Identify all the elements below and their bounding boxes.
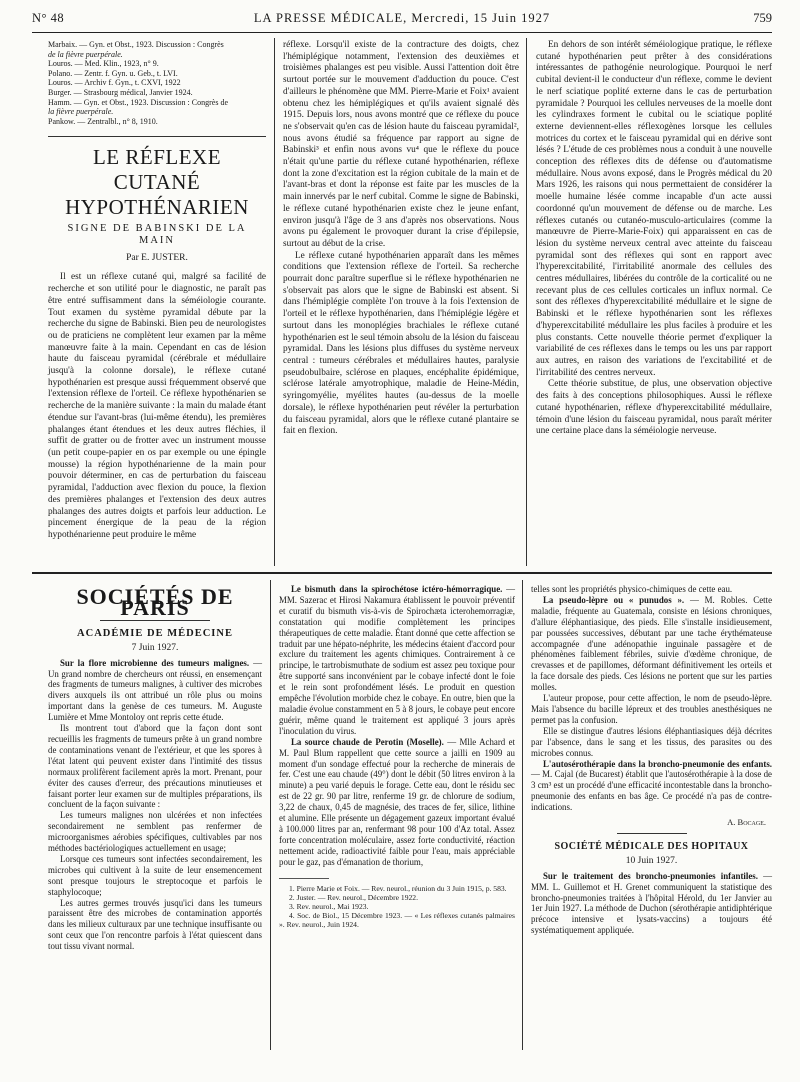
article-rule <box>48 136 266 137</box>
top-middle-column <box>283 40 519 438</box>
title-rule <box>100 620 210 621</box>
item-paragraph: Les tumeurs malignes non ulcérées et non infectées secondairement ne semblent pas renfermer de microorganismes aérobies spécifiques, cultivables par nos méthodes bactériologiques actuellement en usage; <box>48 810 262 854</box>
item-heading: La pseudo-lèpre ou « punudos ». <box>543 594 685 605</box>
reference-line: Pankow. — Zentralbl., n° 8, 1910. <box>48 116 158 126</box>
top-right-column <box>536 40 772 438</box>
column-divider <box>526 38 527 566</box>
footnote: 2. Juster. — Rev. neurol., Décembre 1922. <box>289 892 418 902</box>
item-paragraph <box>48 658 262 723</box>
reference-list <box>48 40 266 126</box>
issue-number: N° 48 <box>32 11 65 25</box>
footnote-rule <box>279 878 329 879</box>
item-paragraph: Lorsque ces tumeurs sont infectées secondairement, les microbes qui cultivent à la suite de leur ensemencement sont presque toujours le streptocoque et parfois le staphylocoque; <box>48 853 262 897</box>
signature: A. Bocage. <box>727 817 766 828</box>
item-paragraph <box>279 737 515 868</box>
reference-line: Hamm. — Gyn. et Obst., 1923. Discussion : Congrès de <box>48 97 228 107</box>
reference-line: Louros. — Archiv f. Gyn., t. CXVI, 1922 <box>48 78 181 88</box>
society-heading: SOCIÉTÉ MÉDICALE DES HOPITAUX <box>554 840 749 852</box>
article-title: LE RÉFLEXE CUTANÉ HYPOTHÉNARIEN <box>65 145 249 220</box>
academy-heading: ACADÉMIE DE MÉDECINE <box>77 627 233 639</box>
article-paragraph: En dehors de son intérêt séméiologique pratique, le réflexe cutané hypothénarien peut prêter à des considérations intéressantes de pathogénie neurologique. Pourquoi le nerf cubital devient-il le conducteur d'un réflexe, comme le devient le nerf sciatique poplité externe dans le cas de perturbation pyramidale ? Pourquoi les cellules nerveuses de la moelle dont les cylindraxes forment le cubital ou le sciatique poplité externe deviennent-elles réflexogènes lorsque les cellules motrices du cortex et le faisceau pyramidal qui en dérive sont lésés ? L'étude de ces problèmes nous a conduit à une nouvelle conception des réflexes dits de défense ou d'automatisme médullaire. Nous avons exposé, dans le Progrès médical du 20 Mars 1926, les raisons qui nous permettaient de considérer la moelle humaine lésée comme incapable d'un acte aussi coordonné qu'un mouvement de défense ou de marche. Les réflexes cutanés ou cutanéo-musculo-articulaires (comme la manœuvre de Pierre-Marie-Foix) qui apparaissent en cas de lésion du système nerveux central avec atteinte du faisceau pyramidal sont des réflexes qui sont en rapport avec l'hyperexcitabilité, l'irritabilité anormale des cellules des centres médullaires, libérées du contrôle de la corticalité ou ne recevant plus de ces cellules corticales un influx normal. Ce sont des réflexes d'hyperexcitabilité médullaire et le signe de Babinski et le réflexe hypothénarien sont les réflexes d'hyperexcitabilité médullaire les plus faciles à produire et les plus constants. Cette nouvelle théorie permet d'expliquer la variabilité de ces réflexes dans le temps ou les uns par rapport aux autres, en raison des variations de l'excitabilité et de l'irritabilité des centres nerveux. <box>536 40 772 378</box>
article-body: Il est un réflexe cutané qui, malgré sa facilité de recherche et son utilité pour le diagnostic, ne paraît pas être entré suffisamment dans la séméiologie courante. Tout examen du système pyramidal débute par la recherche du signe de Babinski. Bien peu de neurologistes ou de praticiens ne complètent leur examen par la même manœuvre faite à la main. Cependant en cas de lésion haute du faisceau pyramidal (cérébrale et médullaire jusqu'à la colonne dorsale), le réflexe cutané hypothénarien est presque aussi fréquemment observé que l'extension réflexe de l'orteil. Ce réflexe hypothénarien se recherche de la manière suivante : la main du malade étant étendue sur l'avant-bras (lui-même étendu), les premières phalanges étant étendues et les deux autres fléchies, il suffit de gratter ou de frotter avec un instrument mousse (un petit coupe-papier en os par exemple ou une épingle mousse) la région hypothénarienne de la main pour pouvoir déterminer, en cas de perturbation du faisceau pyramidal, l'adduction avec flexion du pouce, la flexion des premières phalanges et l'extension des deux autres phalanges des autres doigts et parfois leur adduction. Le pincement énergique de la peau de la région hypothénarienne peut produire le même <box>48 272 266 540</box>
reference-line: Polano. — Zentr. f. Gyn. u. Geb., t. LVI. <box>48 68 178 78</box>
footnote: 1. Pierre Marie et Foix. — Rev. neurol., réunion du 3 Juin 1915, p. 583. <box>289 883 507 893</box>
item-text: — M. Robles. Cette maladie, fréquente au Guatemala, consiste en lésions chroniques, d'allure éléphantiasique, des pieds. Elle s'installe insidieusement, par poussées successives, débutant par une tache érythémateuse accompagnée d'une adénopathie inguinale passagère et de phénomènes faiblement fébriles, suivie d'œdème chronique, de crevasses et de papillomes, déformant définitivement les orteils et la face dorsale des pieds. Ces lésions ne portent que sur les parties molles. <box>531 594 773 693</box>
item-paragraph: L'auteur propose, pour cette affection, le nom de pseudo-lèpre. Mais l'absence du bacille lépreux et des troubles anesthésiques ne permet pas la confusion. <box>531 693 772 725</box>
item-text: — Un grand nombre de chercheurs ont réussi, en ensemençant des fragments de tumeurs malignes, à cultiver des microbes divers auxquels ils ont attribué un rôle plus ou moins important dans la genèse de ces tumeurs. M. Auguste Lumière et Mme Montoloy ont repris cette étude. <box>48 657 262 723</box>
reference-line: Marbaix. — Gyn. et Obst., 1923. Discussion : Congrès <box>48 40 224 49</box>
page-number: 759 <box>753 11 772 25</box>
reference-line: Louros. — Med. Klin., 1923, n° 9. <box>48 59 159 69</box>
section-rule <box>617 833 687 834</box>
session-date: 10 Juin 1927. <box>625 855 678 866</box>
item-text: — Mlle Achard et M. Paul Blum rappellent que cette source a jailli en 1909 au moment d'un sondage effectué pour la recherche de minerais de fer. C'est une eau chaude (49°) dont le débit (50 litres environ à la minute) a peu varié depuis le forage. Cette eau, dont le résidu sec est de 22 gr. 90 par litre, renferme 19 gr. de chlorure de sodium, 3,22 de chaux, 0,45 de magnésie, des traces de fer, silice, lithine et alumine. Elle présente un dégagement gazeux important évalué à 100.000 litres par an, renfermant 98 pour 100 d'Az total. Assez forte concentration moléculaire, assez forte conductivité, réaction nettement acide, radioactivité faible pour l'eau, mais appréciable pour le gaz, pas d'émanation de thorium, <box>279 736 516 867</box>
column-divider <box>522 580 523 1050</box>
item-text: — M. Cajal (de Bucarest) établit que l'autosérothérapie à la dose de 3 cm³ est un procédé d'une efficacité incontestable dans la broncho-pneumonie des enfants en bas âge. Ce procédé n'a pas de contre-indications. <box>531 769 772 813</box>
item-heading: Sur le traitement des broncho-pneumonies infantiles. <box>543 870 758 881</box>
item-heading: Sur la flore microbienne des tumeurs malignes. <box>60 657 250 668</box>
session-date: 7 Juin 1927. <box>131 642 179 653</box>
item-paragraph: Elle se distingue d'autres lésions éléphantiasiques déjà décrites par l'absence, dans le sang et les tissus, des parasites ou des microbes connus. <box>531 725 772 758</box>
item-paragraph <box>531 595 772 693</box>
article-paragraph: Le réflexe cutané hypothénarien apparaît dans les mêmes conditions que l'extension réflexe de l'orteil. Sa recherche pourrait donc paraître superflue si le réflexe hypothénarien ne s'observait pas alors que le signe de Babinski est absent. Si dans l'hémiplégie complète l'on trouve à la fois l'extension de l'orteil et le réflexe hypothénarien, dans l'hémiplégie légère et surtout dans les monoplégies brachiales le réflexe cutané hypothénarien est le seul témoin absolu de la lésion du faisceau pyramidal. Dans les lésions plus diffuses du système nerveux central : tumeurs cérébrales et médullaires hautes, paralysie pseudobulbaire, sclérose en plaques, encéphalite épidémique, sclérose latérale amyotrophique, maladie de Heine-Médin, syringomyélie, myélites hautes (au-dessus de la moelle dorsale), le réflexe hypothénarien peut révéler la perturbation du faisceau pyramidal, alors que le réflexe cutané plantaire se fait en flexion. <box>283 250 519 437</box>
section-title: SOCIÉTÉS DE PARIS <box>76 584 234 620</box>
item-heading: La source chaude de Perotin (Moselle). <box>291 736 444 747</box>
bottom-middle-column <box>279 584 515 930</box>
reference-line: la fièvre puerpérale. <box>48 107 114 117</box>
footnote: 3. Rev. neurol., Mai 1923. <box>289 901 369 911</box>
section-rule <box>32 572 772 574</box>
item-paragraph <box>531 871 772 936</box>
reference-line: Burger. — Strasbourg médical, Janvier 1924. <box>48 87 193 97</box>
item-heading: Le bismuth dans la spirochétose ictéro-hémorragique. <box>291 584 503 594</box>
item-text: — MM. Sazerac et Hirosi Nakamura établissent le pouvoir préventif et curatif du bismuth vis-à-vis de Spirochæta icterohemorragiæ, constatation qui modifie complètement les principes thérapeutiques de cette maladie. Étant donné que cette affection se traduit par une hépato-néphrite, les médecins étaient d'accord pour exclure du traitement les agents chimiques. Contrairement à ce principe, le tartrobismuthate de sodium est assez peu toxique pour être supporté sans inconvénient par le cobaye infecté dont le foie et le rein sont profondément lésés. Le produit en question empêche l'évolution morbide chez le cobaye. En outre, bien que la maladie évolue constamment en 5 à 8 jours, le cobaye peut encore guérir, même quand le traitement est appliqué 3 jours après l'inoculation du virus. <box>279 584 516 736</box>
header-rule <box>32 32 772 33</box>
item-paragraph <box>279 584 515 737</box>
column-divider <box>274 38 275 566</box>
column-divider <box>270 580 271 1050</box>
item-paragraph: Les autres germes trouvés jusqu'ici dans les tumeurs paraissent être des microbes de contamination apportés dans les milieux culturaux par une technique insuffisante ou sont ceux que l'on rencontre parfois à l'état quiescent dans tout tissu vivant normal. <box>48 897 262 952</box>
bottom-left-column <box>48 584 262 952</box>
footnote: 4. Soc. de Biol., 15 Décembre 1923. — « Les réflexes cutanés palmaires ». Rev. neurol., Juin 1924. <box>279 911 515 930</box>
page-header <box>32 8 772 30</box>
footnotes <box>279 884 515 930</box>
article-subtitle: SIGNE DE BABINSKI DE LA MAIN <box>67 223 247 247</box>
bottom-right-column <box>531 584 772 936</box>
article-paragraph: réflexe. Lorsqu'il existe de la contracture des doigts, chez l'hémiplégique notamment, l'extension des deuxièmes et troisièmes phalanges est peu visible. Aussi l'attention doit être surtout portée sur le mouvement d'adduction du pouce. C'est d'ailleurs le phénomène que MM. Pierre-Marie et Foix¹ avaient obtenu chez les hémiplégiques et qu'ils avaient signalé dès 1915. Depuis lors, nous avons montré que ce réflexe du pouce ne s'observait qu'en cas de lésion haute du faisceau pyramidal², nous avons étudié sa fréquence par rapport au signe de Babinski³ et enfin nous avons vu⁴ que le réflexe du pouce n'était qu'une partie du réflexe cutané hypothénarien, réflexe dont la zone d'excitation est la région cubitale de la main et de l'avant-bras et dont la réponse est faite par les muscles de la main innervés par le nerf cubital. Comme le signe de Babinski, le réflexe cutané hypothénarien existe chez le jeune enfant, environ jusqu'à l'âge de 3 ans d'après nos observations. Nous avons pu également le provoquer durant la crise d'épilepsie, surtout au début de la crise. <box>283 40 519 249</box>
article-paragraph: Cette théorie substitue, de plus, une observation objective des faits à des conceptions philosophiques. Aussi le réflexe cutané hypothénarien, réflexe d'hyperexcitabilité médullaire, témoin d'une lésion du faisceau pyramidal, nous paraît mériter une certaine place dans la séméiologie nerveuse. <box>536 379 772 437</box>
journal-title: LA PRESSE MÉDICALE, Mercredi, 15 Juin 1927 <box>253 11 551 25</box>
item-heading: L'autosérothérapie dans la broncho-pneumonie des enfants. <box>543 758 772 769</box>
top-left-column <box>48 40 266 542</box>
article-author: Par E. JUSTER. <box>126 252 188 263</box>
item-text: — MM. L. Guillemot et H. Grenet communiquent la statistique des broncho-pneumonies traitées à l'hôpital Hérold, du 1er Janvier au 1er Juin 1927. La méthode de Duchon (sérothérapie antidiphtérique précoce intensive et lysats-vaccins) a toujours été systématiquement appliquée. <box>531 870 773 936</box>
item-paragraph <box>531 759 772 814</box>
item-paragraph: telles sont les propriétés physico-chimiques de cette eau. <box>531 584 733 594</box>
reference-line: de la fièvre puerpérale. <box>48 49 123 59</box>
item-paragraph: Ils montrent tout d'abord que la façon dont sont recueillis les fragments de tumeurs prête à un grand nombre de contaminations venant de l'extérieur, et que les spores à l'état latent qui peuvent exister dans l'intimité des tissus normaux prolifèrent facilement après la mort. Prenant, pour éviter des causes d'erreur, des précautions minutieuses et faisant porter leur examen sur de multiples préparations, ils concluent de la façon suivante : <box>48 723 262 810</box>
